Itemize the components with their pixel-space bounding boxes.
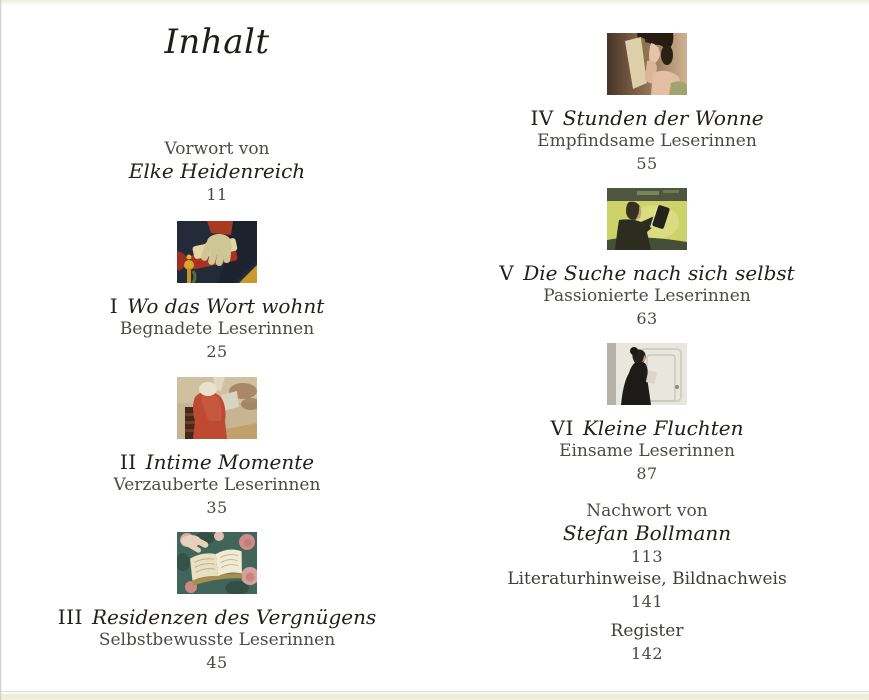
nachwort-page-number: 113: [630, 547, 664, 566]
chapter-subtitle: Passionierte Leserinnen: [543, 286, 751, 306]
chapter-numeral: I: [109, 294, 119, 318]
back-matter-register-block: [432, 621, 862, 664]
chapter-page-number: 35: [206, 498, 228, 517]
chapter-title: Die Suche nach sich selbst: [523, 261, 795, 285]
toc-entry-5: [432, 188, 862, 329]
toc-entry-3: [2, 532, 432, 673]
chapter-subtitle: Empfindsame Leserinnen: [537, 131, 757, 151]
page-title: Inhalt: [164, 22, 270, 62]
front-matter-block: [2, 139, 432, 205]
toc-entry-2: [2, 377, 432, 518]
chapter-page-number: 63: [636, 309, 658, 328]
chapter-2-thumbnail-image: [177, 377, 257, 439]
nachwort-label: Nachwort von: [586, 501, 708, 521]
chapter-title: Intime Momente: [145, 450, 315, 474]
front-matter-label: Vorwort von: [164, 139, 270, 159]
chapter-5-thumbnail-image: [607, 188, 687, 250]
register-page-number: 142: [630, 644, 664, 663]
chapter-1-thumbnail-image: [177, 221, 257, 283]
chapter-subtitle: Selbstbewusste Leserinnen: [98, 630, 336, 650]
chapter-subtitle: Verzauberte Leserinnen: [113, 475, 321, 495]
chapter-title-line: [432, 106, 862, 130]
chapter-numeral: VI: [550, 416, 574, 440]
back-matter-nachwort-block: [432, 501, 862, 567]
chapter-page-number: 55: [636, 154, 658, 173]
chapter-3-thumbnail-image: [177, 532, 257, 594]
front-matter-page-number: 11: [206, 185, 228, 204]
chapter-numeral: V: [499, 261, 515, 285]
chapter-page-number: 25: [206, 342, 228, 361]
chapter-subtitle: Einsame Leserinnen: [559, 441, 735, 461]
chapter-subtitle: Begnadete Leserinnen: [119, 319, 315, 339]
back-matter-literature-block: [432, 569, 862, 612]
chapter-numeral: IV: [530, 106, 554, 130]
chapter-title: Residenzen des Vergnügens: [91, 605, 377, 629]
chapter-title-line: [2, 605, 432, 629]
toc-entry-4: [432, 33, 862, 174]
chapter-title-line: [2, 450, 432, 474]
toc-entry-6: [432, 343, 862, 484]
page-edge-top: [0, 0, 869, 5]
chapter-title: Stunden der Wonne: [562, 106, 764, 130]
chapter-title: Kleine Fluchten: [582, 416, 744, 440]
chapter-4-thumbnail-image: [607, 33, 687, 95]
chapter-title-line: [432, 416, 862, 440]
nachwort-author: Stefan Bollmann: [562, 521, 732, 545]
toc-entry-1: [2, 221, 432, 362]
chapter-title-line: [2, 294, 432, 318]
chapter-title: Wo das Wort wohnt: [127, 294, 325, 318]
chapter-page-number: 87: [636, 464, 658, 483]
page-edge-bottom: [0, 691, 869, 700]
literature-label: Literaturhinweise, Bildnachweis: [507, 569, 787, 589]
register-label: Register: [610, 621, 684, 641]
literature-page-number: 141: [630, 592, 664, 611]
front-matter-author: Elke Heidenreich: [128, 159, 306, 183]
chapter-numeral: II: [119, 450, 137, 474]
chapter-page-number: 45: [206, 653, 228, 672]
chapter-numeral: III: [57, 605, 83, 629]
chapter-title-line: [432, 261, 862, 285]
page-edge-left: [0, 0, 2, 700]
chapter-6-thumbnail-image: [607, 343, 687, 405]
